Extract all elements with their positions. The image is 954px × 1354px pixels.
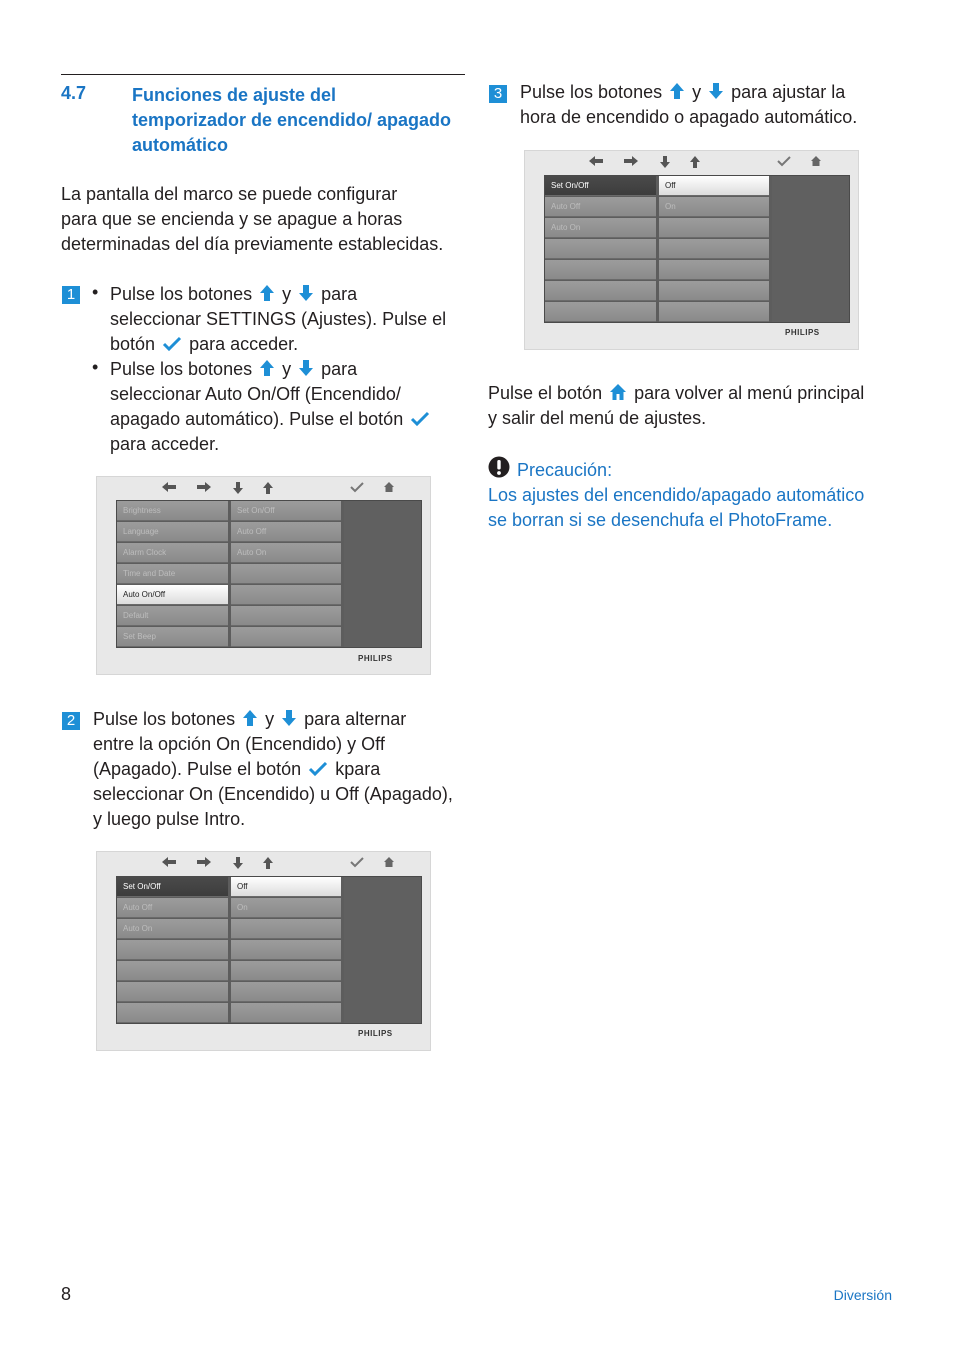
menu-item: [231, 627, 341, 647]
menu-item: [545, 260, 656, 280]
check-icon: [308, 761, 328, 777]
menu-item: Brightness: [117, 501, 228, 521]
menu-item: [231, 606, 341, 626]
menu-item: [659, 281, 769, 301]
home-icon: [609, 383, 627, 401]
menu-item: [231, 585, 341, 605]
screen-display: [116, 876, 422, 1024]
step-2-badge: 2: [62, 712, 80, 730]
home-icon: [383, 481, 395, 493]
screen-preview-panel: [772, 176, 849, 322]
menu-item: Set Beep: [117, 627, 228, 647]
menu-item: Default: [117, 606, 228, 626]
screen-left-column: [117, 501, 228, 647]
check-icon: [162, 336, 182, 352]
home-note: Pulse el botón para volver al menú principal y salir del menú de ajustes.: [488, 383, 865, 428]
menu-item: [545, 239, 656, 259]
section-title: Funciones de ajuste del temporizador de encendido/ apagado automático: [132, 85, 452, 155]
down-arrow-icon: [232, 481, 244, 495]
screenshot-settings-menu: [96, 476, 431, 675]
menu-item: On: [231, 898, 341, 918]
menu-item: [117, 940, 228, 960]
check-icon: [777, 155, 791, 167]
screen-left-column: [117, 877, 228, 1023]
screen-left-column: [545, 176, 656, 322]
screen-preview-panel: [344, 501, 421, 647]
menu-item-selected: Auto On/Off: [117, 585, 228, 605]
up-arrow-icon: [262, 481, 274, 495]
down-arrow-icon: [708, 82, 724, 100]
menu-item: [545, 302, 656, 322]
menu-item: [231, 940, 341, 960]
screen-toolbar: [525, 151, 858, 173]
down-arrow-icon: [232, 856, 244, 870]
down-arrow-icon: [298, 359, 314, 377]
menu-item-active: Set On/Off: [117, 877, 228, 897]
menu-item: Auto Off: [117, 898, 228, 918]
screenshot-time-setting-menu: [524, 150, 859, 350]
step-1-bullet-2: Pulse los botones y para seleccionar Auto On/Off (Encendido/ apagado automático). Pulse el botón para acceder.: [110, 357, 470, 457]
menu-item: [545, 281, 656, 301]
menu-item: On: [659, 197, 769, 217]
menu-item: [117, 961, 228, 981]
screen-preview-panel: [344, 877, 421, 1023]
down-arrow-icon: [298, 284, 314, 302]
caution-text: Los ajustes del encendido/apagado automático: [488, 485, 865, 505]
section-rule: [61, 74, 465, 75]
up-arrow-icon: [259, 284, 275, 302]
menu-item: Auto On: [231, 543, 341, 563]
menu-item: Auto Off: [231, 522, 341, 542]
step-3-text: Pulse los botones y para ajustar la hora de encendido o apagado automático.: [520, 82, 858, 127]
screen-toolbar: [97, 852, 430, 874]
step-2-text: Pulse los botones y para alternar entre la opción On (Encendido) y Off (Apagado). Pulse el botón kpara seleccionar On (Encendido) u Off (Apagado), y luego pulse Intro.: [93, 709, 453, 829]
philips-logo: PHILIPS: [358, 654, 393, 663]
menu-item: [231, 1003, 341, 1023]
page-number: 8: [61, 1284, 72, 1304]
menu-item: [117, 1003, 228, 1023]
menu-item: Set On/Off: [231, 501, 341, 521]
bullet: •: [92, 357, 99, 377]
left-arrow-icon: [161, 481, 177, 493]
menu-item: [231, 982, 341, 1002]
menu-item: [659, 218, 769, 238]
warning-icon: [488, 456, 510, 478]
footer-section-name: Diversión: [833, 1287, 892, 1303]
right-arrow-icon: [196, 481, 212, 493]
menu-item-active: Set On/Off: [545, 176, 656, 196]
check-icon: [410, 411, 430, 427]
menu-item: Auto On: [545, 218, 656, 238]
intro-line: determinadas del día previamente establecidas.: [61, 234, 444, 254]
screen-display: [116, 500, 422, 648]
philips-logo: PHILIPS: [785, 328, 820, 337]
right-arrow-icon: [623, 155, 639, 167]
menu-item: [231, 961, 341, 981]
menu-item: [659, 302, 769, 322]
intro-line: para que se encienda y se apague a horas: [61, 209, 403, 229]
menu-item: Time and Date: [117, 564, 228, 584]
up-arrow-icon: [259, 359, 275, 377]
step-3-badge: 3: [489, 85, 507, 103]
down-arrow-icon: [281, 709, 297, 727]
menu-item: Auto On: [117, 919, 228, 939]
home-icon: [810, 155, 822, 167]
menu-item: [659, 260, 769, 280]
step-1-bullet-1: Pulse los botones y para seleccionar SETTINGS (Ajustes). Pulse el botón para acceder.: [110, 284, 447, 354]
menu-item-selected: Off: [659, 176, 769, 196]
down-arrow-icon: [659, 155, 671, 169]
left-arrow-icon: [588, 155, 604, 167]
menu-item: Alarm Clock: [117, 543, 228, 563]
screen-display: [544, 175, 850, 323]
check-icon: [350, 856, 364, 868]
menu-item: [231, 919, 341, 939]
screen-toolbar: [97, 477, 430, 499]
intro-line: La pantalla del marco se puede configurar: [61, 184, 398, 204]
caution-title: Precaución:: [517, 460, 613, 480]
home-icon: [383, 856, 395, 868]
screenshot-auto-on-off-menu: [96, 851, 431, 1051]
menu-item-selected: Off: [231, 877, 341, 897]
right-arrow-icon: [196, 856, 212, 868]
up-arrow-icon: [689, 155, 701, 169]
menu-item: [117, 982, 228, 1002]
check-icon: [350, 481, 364, 493]
intro-paragraph: [61, 182, 443, 257]
left-arrow-icon: [161, 856, 177, 868]
up-arrow-icon: [262, 856, 274, 870]
philips-logo: PHILIPS: [358, 1029, 393, 1038]
screen-right-column: [659, 176, 769, 322]
caution-text: se borran si se desenchufa el PhotoFrame.: [488, 510, 833, 530]
screen-right-column: [231, 501, 341, 647]
screen-right-column: [231, 877, 341, 1023]
bullet: •: [92, 282, 99, 302]
step-1-badge: 1: [62, 286, 80, 304]
menu-item: Auto Off: [545, 197, 656, 217]
menu-item: [659, 239, 769, 259]
menu-item: Language: [117, 522, 228, 542]
up-arrow-icon: [242, 709, 258, 727]
section-number: 4.7: [61, 83, 87, 103]
up-arrow-icon: [669, 82, 685, 100]
caution-box: [488, 456, 908, 533]
menu-item: [231, 564, 341, 584]
